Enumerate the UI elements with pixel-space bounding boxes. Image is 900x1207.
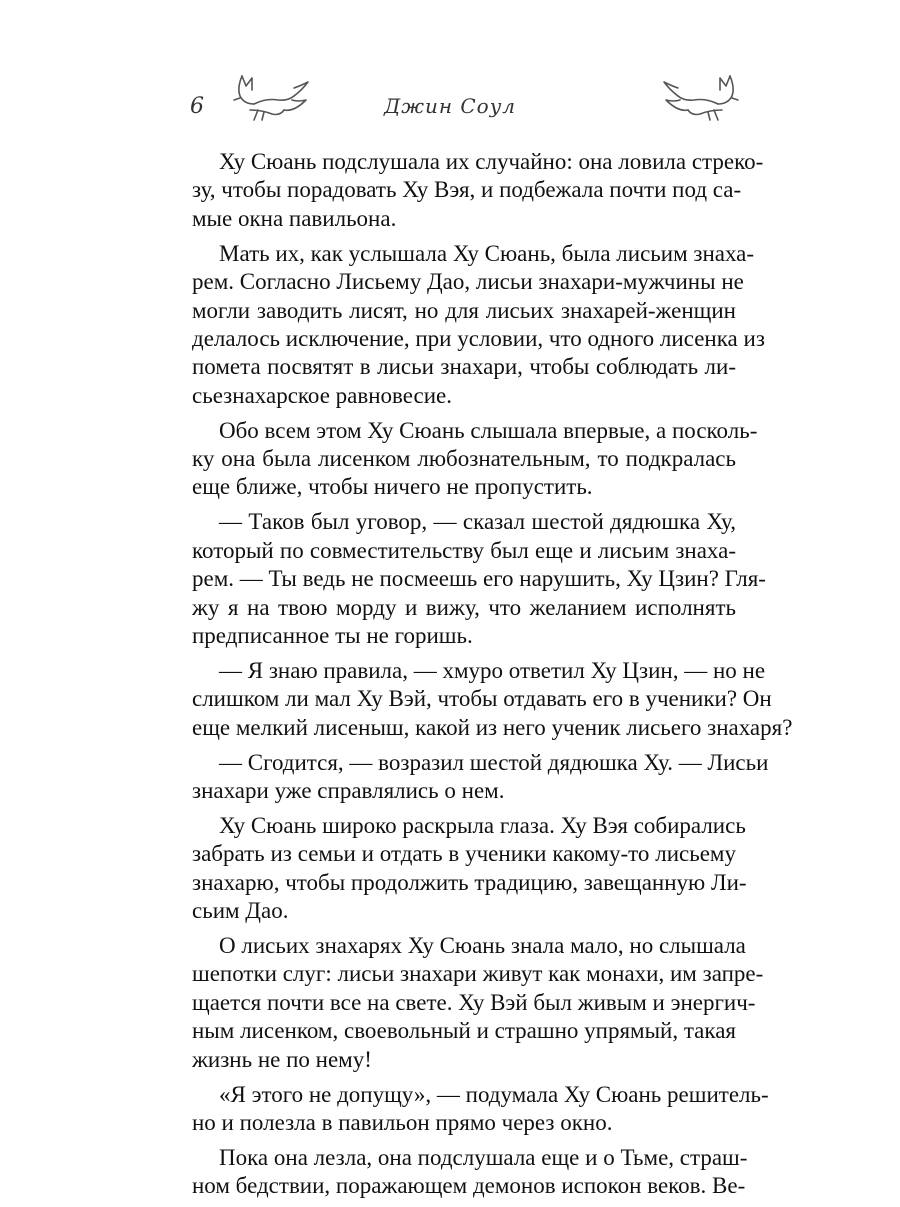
- paragraph: [192, 148, 764, 233]
- text-line: щается почти все на свете. Ху Вэй был живым и энергич-: [192, 989, 756, 1015]
- paragraph: [192, 1081, 769, 1138]
- page-header: [0, 0, 900, 140]
- paragraph: [192, 1144, 748, 1201]
- text-line: рем. — Ты ведь не посмеешь его нарушить, Ху Цзин? Гля-: [192, 566, 766, 592]
- text-line: О лисьих знахарях Ху Сюань знала мало, но слышала: [219, 933, 746, 959]
- text-line: предписанное ты не горишь.: [192, 623, 473, 648]
- text-line: зу, чтобы порадовать Ху Вэя, и подбежала почти под са-: [192, 177, 742, 203]
- text-line: еще мелкий лисеныш, какой из него ученик лисьего знахаря?: [192, 714, 793, 740]
- text-line: жу я на твою морду и вижу, что желанием исполнять: [192, 594, 736, 620]
- text-line: забрать из семьи и отдать в ученики какому-то лисьему: [192, 841, 736, 867]
- text-line: шепотки слуг: лисьи знахари живут как монахи, им запре-: [192, 961, 764, 987]
- paragraph: [192, 417, 758, 502]
- text-line: сьезнахарское равновесие.: [192, 382, 453, 408]
- text-line: ном бедствии, поражающем демонов испокон веков. Ве-: [192, 1173, 746, 1199]
- page-number: 6: [190, 94, 204, 119]
- text-line: слишком ли мал Ху Вэй, чтобы отдавать его в ученики? Он: [192, 686, 772, 712]
- text-line: Мать их, как услышала Ху Сюань, была лисьим знаха-: [219, 240, 755, 266]
- text-line: Пока она лезла, она подслушала еще и о Тьме, страш-: [219, 1144, 748, 1170]
- paragraph: [192, 508, 766, 650]
- fox-ornament-icon: [660, 70, 744, 124]
- paragraph: [192, 932, 764, 1074]
- text-line: еще ближе, чтобы ничего не пропустить.: [192, 474, 593, 500]
- text-line: знахари уже справлялись о нем.: [192, 778, 505, 804]
- text-line: — Я знаю правила, — хмуро ответил Ху Цзин, — но не: [219, 657, 766, 683]
- text-line: Обо всем этом Ху Сюань слышала впервые, а посколь-: [219, 417, 758, 443]
- text-line: рем. Согласно Лисьему Дао, лисьи знахари-мужчины не: [192, 269, 744, 295]
- text-line: «Я этого не допущу», — подумала Ху Сюань решитель-: [219, 1081, 769, 1107]
- body-text: [192, 148, 793, 1207]
- text-line: ку она была лисенком любознательным, то подкралась: [192, 446, 736, 472]
- paragraph: [192, 749, 769, 806]
- text-line: — Таков был уговор, — сказал шестой дядюшка Ху,: [219, 509, 736, 535]
- paragraph: [192, 240, 765, 410]
- text-line: Ху Сюань подслушала их случайно: она ловила стреко-: [219, 149, 764, 174]
- text-line: могли заводить лисят, но для лисьих знахарей-женщин: [192, 297, 736, 323]
- text-line: помета посвятят в лисьи знахари, чтобы соблюдать ли-: [192, 354, 736, 380]
- text-line: жизнь не по нему!: [192, 1046, 372, 1072]
- text-line: знахарю, чтобы продолжить традицию, завещанную Ли-: [192, 869, 747, 895]
- text-line: который по совместительству был еще и лисьим знаха-: [192, 537, 736, 563]
- text-line: — Сгодится, — возразил шестой дядюшка Ху. — Лисьи: [219, 749, 769, 775]
- text-line: сьим Дао.: [192, 898, 289, 924]
- running-title: Джин Соул: [383, 94, 517, 118]
- text-line: мые окна павильона.: [192, 205, 397, 231]
- text-line: Ху Сюань широко раскрыла глаза. Ху Вэя собирались: [219, 812, 746, 838]
- text-line: ным лисенком, своевольный и страшно упрямый, такая: [192, 1018, 737, 1044]
- paragraph: [192, 657, 793, 742]
- text-line: но и полезла в павильон прямо через окно.: [192, 1110, 613, 1135]
- paragraph: [192, 812, 747, 926]
- text-line: делалось исключение, при условии, что одного лисенка из: [192, 325, 765, 351]
